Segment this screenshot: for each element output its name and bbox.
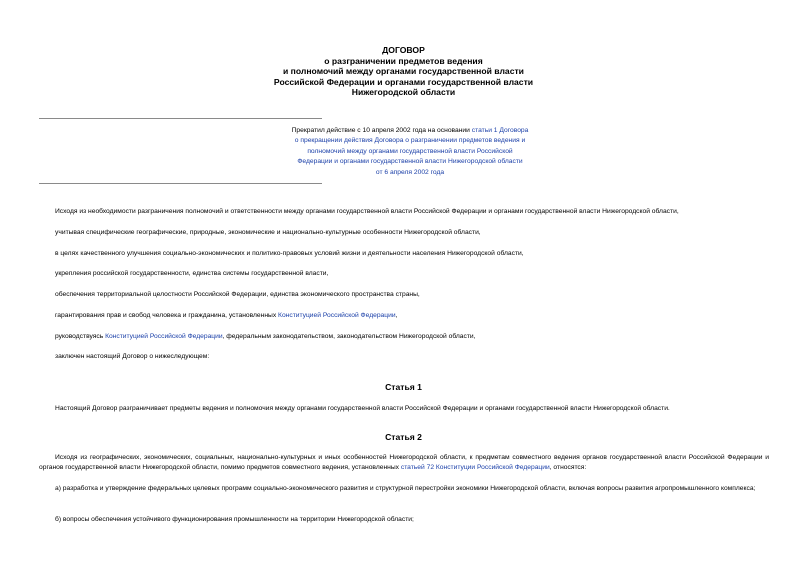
preamble-paragraph: в целях качественного улучшения социально-экономических и политико-правовых условий жизни и деятельности населения Нижегородской области,: [55, 250, 524, 257]
article-2-item-b: б) вопросы обеспечения устойчивого функционирования промышленности на территории Нижегородской области;: [55, 516, 414, 523]
top-divider: [39, 118, 322, 119]
title-line: и полномочий между органами государственной власти: [283, 66, 524, 77]
preamble-paragraph: руководствуясь Конституцией Российской Федерации, федеральным законодательством, законодательством Нижегородской области,: [55, 333, 476, 340]
status-note-link-line[interactable]: полномочий между органами государственной власти Российской: [307, 147, 513, 155]
preamble-paragraph: учитывая специфические географические, природные, экономические и национально-культурные особенности Нижегородской области,: [55, 229, 481, 236]
document-title: [0, 45, 807, 98]
article-1-text: Настоящий Договор разграничивает предметы ведения и полномочия между органами государственной власти Российской Федерации и органами государственной власти Нижегородской области.: [55, 405, 670, 412]
constitution-article-72-link[interactable]: статьей 72 Конституции Российской Федерации: [400, 464, 550, 472]
article-2-intro: Исходя из географических, экономических, социальных, национально-культурных и иных особенностей Нижегородской области, к предметам совместного ведения органов государственной власти Российской Федерации и органов государственной власти Нижегородской области, помимо предметов совместного ведения, установленных статьей 72 Конституции Российской Федерации, относятся:: [39, 454, 769, 472]
title-line: ДОГОВОР: [382, 45, 425, 55]
constitution-link[interactable]: Конституцией Российской Федерации: [105, 333, 223, 340]
status-note-line: Прекратил действие с 10 апреля 2002 года на основании статьи 1 Договора: [291, 127, 529, 134]
bottom-divider: [39, 183, 322, 184]
preamble-paragraph: обеспечения территориальной целостности Российской Федерации, единства экономического пространства страны,: [55, 291, 420, 298]
title-line: Нижегородской области: [351, 87, 456, 98]
preamble-paragraph: укрепления российской государственности, единства системы государственной власти,: [55, 270, 329, 277]
preamble-paragraph: гарантирования прав и свобод человека и гражданина, установленных Конституцией Российской Федерации,: [55, 312, 398, 319]
status-note-link-line[interactable]: от 6 апреля 2002 года: [375, 168, 445, 176]
title-line: Российской Федерации и органами государственной власти: [273, 76, 534, 87]
article-2-heading: Статья 2: [385, 432, 422, 442]
preamble-paragraph: заключен настоящий Договор о нижеследующем:: [55, 353, 210, 360]
title-line: о разграничении предметов ведения: [324, 55, 483, 66]
article-1-heading: Статья 1: [385, 382, 422, 392]
constitution-link[interactable]: Конституцией Российской Федерации: [278, 312, 396, 319]
status-note: [260, 126, 560, 178]
article-2-item-a: а) разработка и утверждение федеральных целевых программ социально-экономического развития и структурной перестройки экономики Нижегородской области, включая вопросы развития агропромышленного комплекса;: [55, 485, 756, 492]
article-link[interactable]: статьи 1 Договора: [471, 127, 529, 134]
status-note-link-line[interactable]: о прекращении действия Договора о разграничении предметов ведения и: [294, 137, 526, 145]
preamble-paragraph: Исходя из необходимости разграничения полномочий и ответственности между органами государственной власти Российской Федерации и органами государственной власти Нижегородской области,: [55, 208, 679, 215]
status-note-link-line[interactable]: Федерации и органами государственной власти Нижегородской области: [297, 158, 523, 166]
